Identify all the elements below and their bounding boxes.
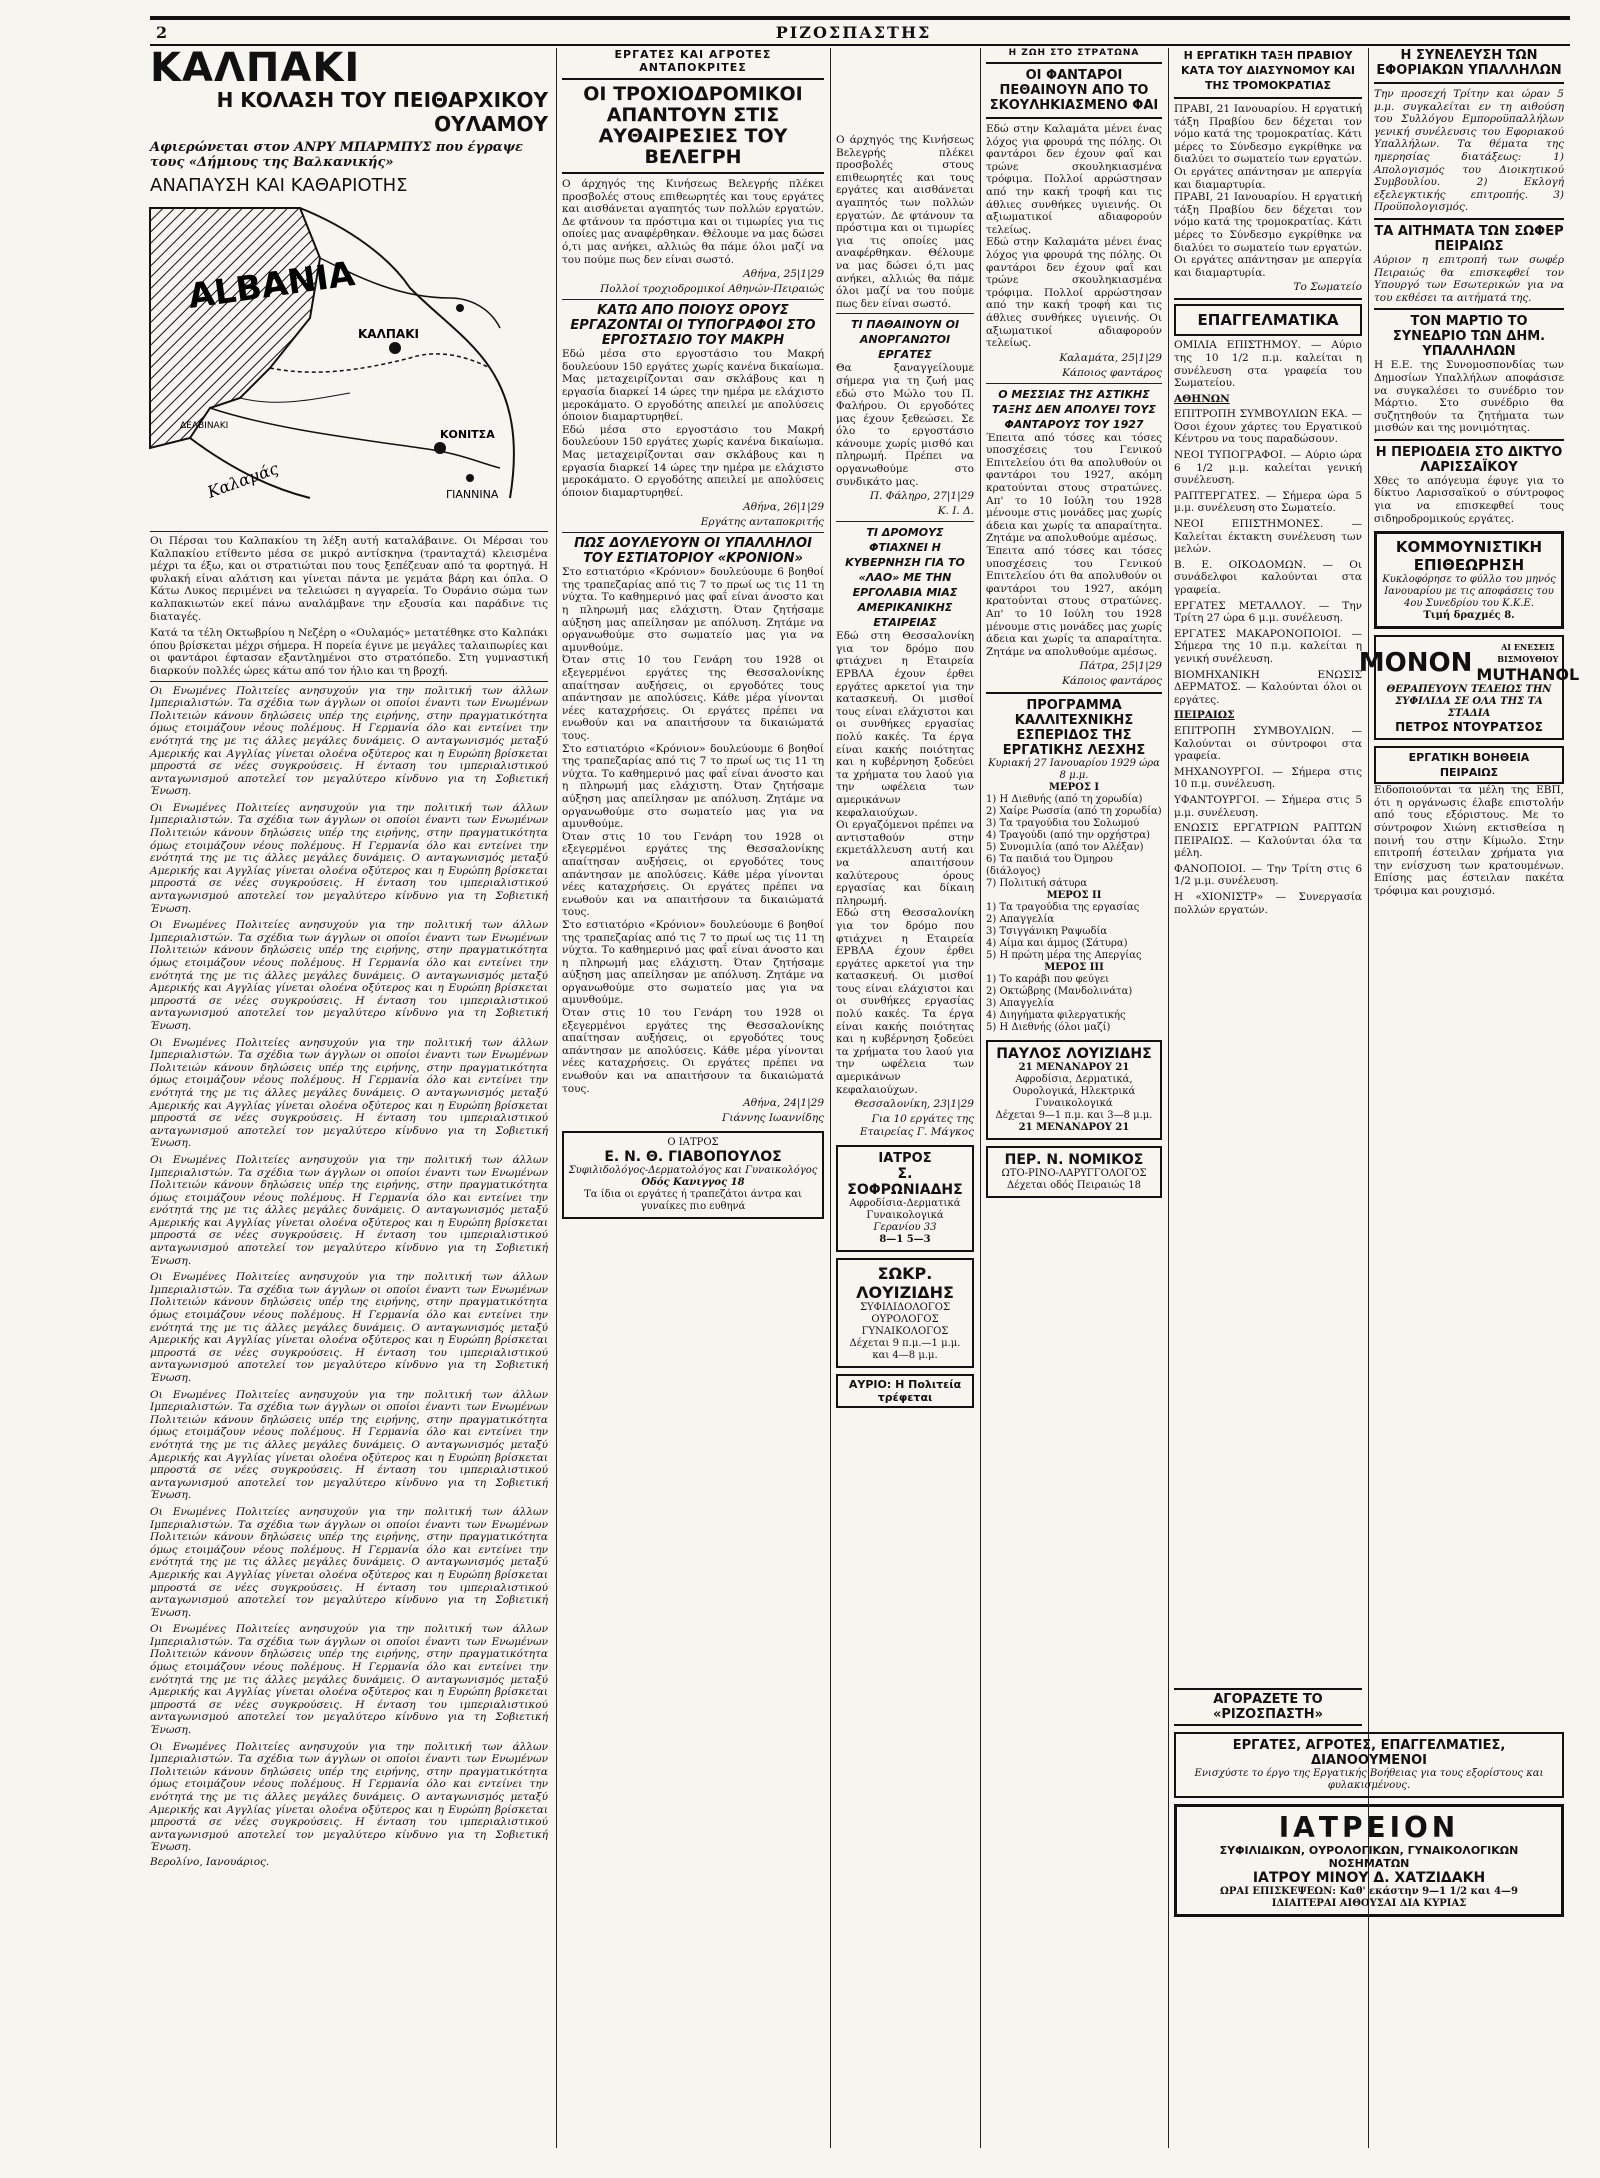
program-item: 4) Διηγήματα φιλεργατικής [986,1010,1126,1022]
column-professional [1174,48,1362,1678]
notice-item: ΥΦΑΝΤΟΥΡΓΟΙ. — Σήμερα στις 5 μ.μ. συνέλευση. [1174,793,1362,819]
article-subtitle: Η ΚΟΛΑΣΗ ΤΟΥ ΠΕΙΘΑΡΧΙΚΟΥ ΟΥΛΑΜΟΥ [216,88,548,136]
program-item: ΜΕΡΟΣ Ι [1048,782,1100,794]
notice-item: ΝΕΟΙ ΕΠΙΣΤΗΜΟΝΕΣ. — Καλείται έκτακτη συνέλευση των μελών. [1174,518,1362,556]
section-heading: ΕΠΑΓΓΕΛΜΑΤΙΚΑ [1174,304,1362,336]
article-paragraph: Οι Ενωμένες Πολιτείες ανησυχούν για την πολιτική των άλλων Ιμπεριαλιστών. Τα σχέδια των άγγλων οι οποίοι έναντι των Ενωμένων Πολιτειών κάνουν δηλώσεις υπέρ της ειρήνης, στην πραγματικότητα όμως ετοιμάζουν νέους πολέμους. Η Γερμανία όλο και εντείνει την ενότητά της με τις άλλες μεγάλες δυνάμεις. Ο ανταγωνισμός μεταξύ Αμερικής και Αγγλίας γίνεται ολοένα οξύτερος και η Ευρώπη βρίσκεται μπροστά σε νέες συγκρούσεις. Η ένταση του ιμπεριαλιστικού ανταγωνισμού αποτελεί τον μεγαλύτερο κίνδυνο για τη Σοβιετική Ένωση. [150,1271,548,1384]
notice-item: ΕΠΙΤΡΟΠΗ ΣΥΜΒΟΥΛΙΩΝ. — Καλούνται οι σύντροφοι στα γραφεία. [1174,724,1362,763]
map-label-place2: ΚΟΝΙΤΣΑ [440,428,495,441]
article-paragraph: Οι Ενωμένες Πολιτείες ανησυχούν για την πολιτική των άλλων Ιμπεριαλιστών. Τα σχέδια των άγγλων οι οποίοι έναντι των Ενωμένων Πολιτειών κάνουν δηλώσεις υπέρ της ειρήνης, στην πραγματικότητα όμως ετοιμάζουν νέους πολέμους. Η Γερμανία όλο και εντείνει την ενότητά της με τις άλλες μεγάλες δυνάμεις. Ο ανταγωνισμός μεταξύ Αμερικής και Αγγλίας γίνεται ολοένα οξύτερος και η Ευρώπη βρίσκεται μπροστά σε νέες συγκρούσεις. Η ένταση του ιμπεριαλιστικού ανταγωνισμού αποτελεί τον μεγαλύτερο κίνδυνο για τη Σοβιετική Ένωση. [150,1036,548,1150]
program-item: 4) Τραγούδι (από την ορχήστρα) [986,830,1150,842]
article-paragraph: ΠΡΑΒΙ, 21 Ιανουαρίου. Η εργατική τάξη Πραβίου δεν δέχεται τον νόμο κατά της τρομοκρατίας. Κάτι μέρες το Σύνδεσμο εγκρίθηκε να διαλύει το σωματείο των εργατών. Οι εργάτες απάντησαν με απεργία και διαμαρτυρία. [1174,103,1362,191]
notice-item: ΝΕΟΙ ΤΥΠΟΓΡΑΦΟΙ. — Αύριο ώρα 6 1/2 μ.μ. καλείται γενική συνέλευση. [1174,449,1362,487]
ad-brand: MUTHANOL [1476,665,1580,685]
program-item: 7) Πολιτική σάτυρα [986,878,1088,890]
article-paragraph: Οι Ενωμένες Πολιτείες ανησυχούν για την πολιτική των άλλων Ιμπεριαλιστών. Τα σχέδια των άγγλων οι οποίοι έναντι των Ενωμένων Πολιτειών κάνουν δηλώσεις υπέρ της ειρήνης, στην πραγματικότητα όμως ετοιμάζουν νέους πολέμους. Η Γερμανία όλο και εντείνει την ενότητά της με τις άλλες μεγάλες δυνάμεις. Ο ανταγωνισμός μεταξύ Αμερικής και Αγγλίας γίνεται ολοένα οξύτερος και η Ευρώπη βρίσκεται μπροστά σε νέες συγκρούσεις. Η ένταση του ιμπεριαλιστικού ανταγωνισμού αποτελεί τον μεγαλύτερο κίνδυνο για τη Σοβιετική Ένωση. [150,919,548,1032]
article-signature: Πολλοί τροχιοδρομικοί Αθηνών-Πειραιώς [600,283,824,296]
ad-name: ΣΩΚΡ. ΛΟΥΙΖΙΔΗΣ [856,1264,954,1303]
program-item: 5) Η πρώτη μέρα της Απεργίας [986,950,1142,962]
article-paragraph: Ειδοποιούνται τα μέλη της ΕΒΠ, ότι η οργάνωσις έλαβε επιστολήν από τους εξόριστους. Με το σύντροφον Χιώνη εκτισθείσα η ποινή του στην Κίμωλο. Στην επιτροπή έστειλαν χρήματα για την ενίσχυση των κρατουμένων. Επίσης μας έστειλαν πακέτα τρόφιμα και ρουχισμό. [1374,784,1564,897]
article-signature: Αθήνα, 24|1|29 [743,1097,824,1110]
ad-hours: ΩΡΑΙ ΕΠΙΣΚΕΨΕΩΝ: Καθ' εκάστην 9—1 1/2 και 4—9 [1220,1886,1518,1897]
ad-label: ΙΑΤΡΟΣ [878,1151,932,1167]
article-paragraph: Έπειτα από τόσες και τόσες υποσχέσεις του Γενικού Επιτελείου ότι θα απολυθούν οι φαντάροι του 1927, ακόμη κρατούνται στους στρατώνες. Απ' το 10 Ιούλη του 1928 μένουμε στις μονάδες μας χωρίς άδεια και χωρίς τα απαραίτητα. Ζητάμε να απολυθούμε αμέσως. [986,545,1162,658]
article-signature: Αθήνα, 25|1|29 [743,268,824,281]
notice-item: ΕΝΩΣΙΣ ΕΡΓΑΤΡΙΩΝ ΡΑΠΤΩΝ ΠΕΙΡΑΙΩΣ. — Καλούνται όλα τα μέλη. [1174,822,1362,860]
article-paragraph: Την προσεχή Τρίτην και ώραν 5 μ.μ. συγκαλείται εν τη αιθούση του Συλλόγου Εμποροϋπαλλήλων γενική συνέλευσις του Εφοριακού Υπαλλήλων. Τα θέματα της ημερησίας διατάξεως: 1) Απολογισμός του Διοικητικού Συμβουλίου. 2) Εκλογή εξελεγκτικής επιτροπής. 3) Προϋπολογισμός. [1374,88,1564,214]
ad-address: Δέχεται οδός Πειραιώς 18 [1007,1180,1141,1192]
subheading: Ο ΜΕΣΣΙΑΣ ΤΗΣ ΑΣΤΙΚΗΣ ΤΑΞΗΣ ΔΕΝ ΑΠΟΛΥΕΙ ΤΟΥΣ ΦΑΝΤΑΡΟΥΣ ΤΟΥ 1927 [992,387,1156,431]
program-item: 2) Οκτώβρης (Μανδολινάτα) [986,986,1133,998]
ad-hours: Δέχεται 9 π.μ.—1 μ.μ. και 4—8 μ.μ. [849,1338,961,1362]
article-signature: Γιάννης Ιωαννίδης [722,1112,824,1125]
article-signature: Κάποιος φαντάρος [1062,675,1162,688]
program-item: 1) Τα τραγούδια της εργασίας [986,902,1140,914]
article-paragraph: Εδώ μέσα στο εργοστάσιο του Μακρή δουλεύουν 150 εργάτες χωρίς κανένα δικαίωμα. Μας μεταχειρίζονται σαν σκλάβους και η εργασία διαρκεί 14 ώρες την ημέρα με ελάχιστο μεροκάματο. Ο εργοδότης απειλεί με απολύσεις όποιον διαμαρτυρηθεί. [562,348,824,424]
notice-item: Β. Ε. ΟΙΚΟΔΟΜΩΝ. — Οι συνάδελφοι καλούνται στα γραφεία. [1174,558,1362,596]
column-correspondents [562,48,824,2150]
page-number: 2 [156,22,168,42]
article-paragraph: Εδώ στη Θεσσαλονίκη για τον δρόμο που φτιάχνει η Εταιρεία ΕΡΒΛΑ έχουν έρθει εργάτες αρκετοί για την κατασκευή. Οι μισθοί τους είναι ελάχιστοι και οι συνθήκες εργασίας πολύ κακές. Τα έργα είναι κακής ποιότητας και η κυβέρνηση ξοδεύει τα χρήματα του λαού για την ωφέλεια των αμερικάνων κεφαλαιούχων. [836,630,974,819]
notice-item: ΒΙΟΜΗΧΑΝΙΚΗ ΕΝΩΣΙΣ ΔΕΡΜΑΤΟΣ. — Καλούνται όλοι οι εργάτες. [1174,668,1362,706]
subheading: ΤΙ ΔΡΟΜΟΥΣ ΦΤΙΑΧΝΕΙ Η ΚΥΒΕΡΝΗΣΗ ΓΙΑ ΤΟ «ΛΑΟ» ΜΕ ΤΗΝ ΕΡΓΟΛΑΒΙΑ ΜΙΑΣ ΑΜΕΡΙΚΑΝΙΚΗΣ ΕΤΑΙΡΕΙΑΣ [845,526,965,630]
ad-address: 21 ΜΕΝΑΝΔΡΟΥ 21 [1018,1062,1130,1074]
column-soldiers [986,48,1162,2150]
program-item: 1) Η Διεθνής (από τη χορωδία) [986,794,1143,806]
article-paragraph: Οι Ενωμένες Πολιτείες ανησυχούν για την πολιτική των άλλων Ιμπεριαλιστών. Τα σχέδια των άγγλων οι οποίοι έναντι των Ενωμένων Πολιτειών κάνουν δηλώσεις υπέρ της ειρήνης, στην πραγματικότητα όμως ετοιμάζουν νέους πολέμους. Η Γερμανία όλο και εντείνει την ενότητά της με τις άλλες μεγάλες δυνάμεις. Ο ανταγωνισμός μεταξύ Αμερικής και Αγγλίας γίνεται ολοένα οξύτερος και η Ευρώπη βρίσκεται μπροστά σε νέες συγκρούσεις. Η ένταση του ιμπεριαλιστικού ανταγωνισμού αποτελεί τον μεγαλύτερο κίνδυνο για τη Σοβιετική Ένωση. [150,1153,548,1267]
notice-item: ΕΠΙΤΡΟΠΗ ΣΥΜΒΟΥΛΙΩΝ ΕΚΑ. — Όσοι έχουν χάρτες του Εργατικού Κέντρου να τους παραδώσουν. [1174,408,1362,446]
column-rule [556,48,557,2148]
article-paragraph: Οι εργαζόμενοι πρέπει να αντισταθούν στην εκμετάλλευση αυτή και να απαιτήσουν καλύτερους όρους εργασίας και δίκαιη πληρωμή. [836,819,974,907]
ad-muthanol [1358,635,1580,740]
notice-item: ΠΕΙΡΑΙΩΣ [1174,709,1235,722]
program-item: 2) Χαίρε Ρωσσία (από τη χορωδία) [986,806,1162,818]
article-paragraph: Ο άρχηγός της Κινήσεως Βελεγρής πλέκει προσβολές στους επιθεωρητές και τους εργάτες και αισθάνεται αγαπητός των πολλών εργατών. Δε φτάνουν τα πρόστιμα και οι τιμωρίες για τις οποίες μας αναφέρθηκαν. Θέλουμε να μας δώσει ό,τι μας ανήκει, αλλιώς θα πάμε όλοι μαζί να του πούμε πως δεν είναι σωστό. [562,178,824,266]
program-item: ΜΕΡΟΣ ΙΙΙ [1044,962,1104,974]
ad-name: Σ. ΣΟΦΡΩΝΙΑΔΗΣ [847,1166,963,1199]
ad-specialty: ΩΤΟ-ΡΙΝΟ-ΛΑΡΥΓΓΟΛΟΓΟΣ [1001,1168,1147,1180]
section-kicker: Η ΖΩΗ ΣΤΟ ΣΤΡΑΤΩΝΑ [1008,48,1140,58]
article-paragraph: Ο άρχηγός της Κινήσεως Βελεγρής πλέκει προσβολές στους επιθεωρητές και τους εργάτες και αισθάνεται αγαπητός των πολλών εργατών. Δε φτάνουν τα πρόστιμα και οι τιμωρίες για τις οποίες μας αναφέρθηκαν. Θέλουμε να μας δώσει ό,τι μας ανήκει, αλλιώς θα πάμε όλοι μαζί να του πούμε πως δεν είναι σωστό. [836,134,974,310]
program-item: ΜΕΡΟΣ ΙΙ [1046,890,1102,902]
notice-item: ΦΑΝΟΠΟΙΟΙ. — Την Τρίτη στις 6 1/2 μ.μ. συνέλευση. [1174,862,1362,888]
ad-doctor-louizidis [836,1258,974,1368]
article-paragraph: Όταν στις 10 του Γενάρη του 1928 οι εξεγερμένοι εργάτες της Θεσσαλονίκης απαίτησαν αυξήσεις, οι εργοδότες τους απάντησαν με απολύσεις. Κάθε μέρα γίνονται νέες καταχρήσεις. Οι εργάτες πρέπει να ενωθούν και να απαιτήσουν τα δικαιώματά τους. [562,654,824,742]
notice-item: ΡΑΠΤΕΡΓΑΤΕΣ. — Σήμερα ώρα 5 μ.μ. συνέλευση στο Σωματείο. [1174,489,1362,515]
notice-item: ΜΗΧΑΝΟΥΡΓΟΙ. — Σήμερα στις 10 π.μ. συνέλευση. [1174,765,1362,791]
notice-item: ΕΡΓΑΤΕΣ ΜΑΚΑΡΟΝΟΠΟΙΟΙ. — Σήμερα της 10 π.μ. καλείται η γενική συνέλευση. [1174,627,1362,665]
article-paragraph: Οι Ενωμένες Πολιτείες ανησυχούν για την πολιτική των άλλων Ιμπεριαλιστών. Τα σχέδια των άγγλων οι οποίοι έναντι των Ενωμένων Πολιτειών κάνουν δηλώσεις υπέρ της ειρήνης, στην πραγματικότητα όμως ετοιμάζουν νέους πολέμους. Η Γερμανία όλο και εντείνει την ενότητά της με τις άλλες μεγάλες δυνάμεις. Ο ανταγωνισμός μεταξύ Αμερικής και Αγγλίας γίνεται ολοένα οξύτερος και η Ευρώπη βρίσκεται μπροστά σε νέες συγκρούσεις. Η ένταση του ιμπεριαλιστικού ανταγωνισμού αποτελεί τον μεγαλύτερο κίνδυνο για τη Σοβιετική Ένωση. [150,1388,548,1502]
article-paragraph: Οι Ενωμένες Πολιτείες ανησυχούν για την πολιτική των άλλων Ιμπεριαλιστών. Τα σχέδια των άγγλων οι οποίοι έναντι των Ενωμένων Πολιτειών κάνουν δηλώσεις υπέρ της ειρήνης, στην πραγματικότητα όμως ετοιμάζουν νέους πολέμους. Η Γερμανία όλο και εντείνει την ενότητά της με τις άλλες μεγάλες δυνάμεις. Ο ανταγωνισμός μεταξύ Αμερικής και Αγγλίας γίνεται ολοένα οξύτερος και η Ευρώπη βρίσκεται μπροστά σε νέες συγκρούσεις. Η ένταση του ιμπεριαλιστικού ανταγωνισμού αποτελεί τον μεγαλύτερο κίνδυνο για τη Σοβιετική Ένωση. [150,801,548,915]
ad-hours: Δέχεται 9—1 π.μ. και 3—8 μ.μ. [995,1110,1153,1122]
headline: ΕΡΓΑΤΙΚΗ ΒΟΗΘΕΙΑ ΠΕΙΡΑΙΩΣ [1374,746,1564,784]
headline: Η ΣΥΝΕΛΕΥΣΗ ΤΩΝ ΕΦΟΡΙΑΚΩΝ ΥΠΑΛΛΗΛΩΝ [1376,48,1562,78]
article-signature: Εργάτης ανταποκριτής [700,516,824,529]
ad-specialty: Αφροδίσια, Δερματικά, Ουρολογικά, Ηλεκτρικά Γυναικολογικά [1012,1074,1136,1110]
article-signature: Κάποιος φαντάρος [1062,366,1162,379]
notice-item: Η «ΧΙΟΝΙΣΤΡ» — Συνεργασία πολλών εργατών. [1174,891,1362,916]
article-signature: Αθήνα, 26|1|29 [743,501,824,514]
ad-specialty: Συφιλιδολόγος-Δερματολόγος και Γυναικολόγος [568,1165,818,1177]
ad-price: Τιμή δραχμές 8. [1423,610,1515,622]
program-item: 5) Η Διεθνής (όλοι μαζί) [986,1022,1111,1034]
ad-agent: ΠΕΤΡΟΣ ΝΤΟΥΡΑΤΣΟΣ [1395,720,1543,735]
article-signature: Κ. Ι. Δ. [937,505,974,518]
ad-body: Κυκλοφόρησε το φύλλο του μηνός Ιανουαρίου με τις αποφάσεις του 4ου Συνεδρίου του Κ.Κ.Ε. [1382,574,1556,610]
headline: Η ΕΡΓΑΤΙΚΗ ΤΑΞΗ ΠΡΑΒΙΟΥ ΚΑΤΑ ΤΟΥ ΔΙΑΣΥΝΟΜΟΥ ΚΑΙ ΤΗΣ ΤΡΟΜΟΚΡΑΤΙΑΣ [1181,49,1355,92]
program-item: 4) Αίμα και άμμος (Σάτυρα) [986,938,1128,950]
ad-name: ΠΑΥΛΟΣ ΛΟΥΙΖΙΔΗΣ [996,1046,1152,1063]
article-paragraph: Εδώ στη Θεσσαλονίκη για τον δρόμο που φτιάχνει η Εταιρεία ΕΡΒΛΑ έχουν έρθει εργάτες αρκετοί για την κατασκευή. Οι μισθοί τους είναι ελάχιστοι και οι συνθήκες εργασίας πολύ κακές. Τα έργα είναι κακής ποιότητας και η κυβέρνηση ξοδεύει τα χρήματα του λαού για την ωφέλεια των αμερικάνων κεφαλαιούχων. [836,907,974,1096]
article-paragraph: Έπειτα από τόσες και τόσες υποσχέσεις του Γενικού Επιτελείου ότι θα απολυθούν οι φαντάροι του 1927, ακόμη κρατούνται στους στρατώνες. Απ' το 10 Ιούλη του 1928 μένουμε στις μονάδες μας χωρίς άδεια και χωρίς τα απαραίτητα. Ζητάμε να απολυθούμε αμέσως. [986,431,1162,545]
ad-body: ΘΕΡΑΠΕΥΟΥΝ ΤΕΛΕΙΩΣ ΤΗΝ ΣΥΦΙΛΙΔΑ ΣΕ ΟΛΑ ΤΗΣ ΤΑ ΣΤΑΔΙΑ [1386,684,1552,720]
article-signature: Για 10 εργάτες της Εταιρείας Γ. Μάγκος [859,1113,974,1139]
program-item: 1) Το καράβι που φεύγει [986,974,1110,986]
article-paragraph: Εδώ μέσα στο εργοστάσιο του Μακρή δουλεύουν 150 εργάτες χωρίς κανένα δικαίωμα. Μας μεταχειρίζονται σαν σκλάβους και η εργασία διαρκεί 14 ώρες την ημέρα με ελάχιστο μεροκάματο. Ο εργοδότης απειλεί με απολύσεις όποιον διαμαρτυρηθεί. [562,423,824,499]
ad-specialty: Αφροδίσια-Δερματικά Γυναικολογικά [849,1198,961,1222]
article-paragraph: Οι Ενωμένες Πολιτείες ανησυχούν για την πολιτική των άλλων Ιμπεριαλιστών. Τα σχέδια των άγγλων οι οποίοι έναντι των Ενωμένων Πολιτειών κάνουν δηλώσεις υπέρ της ειρήνης, στην πραγματικότητα όμως ετοιμάζουν νέους πολέμους. Η Γερμανία όλο και εντείνει την ενότητά της με τις άλλες μεγάλες δυνάμεις. Ο ανταγωνισμός μεταξύ Αμερικής και Αγγλίας γίνεται ολοένα οξύτερος και η Ευρώπη βρίσκεται μπροστά σε νέες συγκρούσεις. Η ένταση του ιμπεριαλιστικού ανταγωνισμού αποτελεί τον μεγαλύτερο κίνδυνο για τη Σοβιετική Ένωση. [150,1740,548,1854]
article-signature: Θεσσαλονίκη, 23|1|29 [854,1098,974,1111]
section-kicker: ΕΡΓΑΤΕΣ ΚΑΙ ΑΓΡΟΤΕΣ ΑΝΤΑΠΟΚΡΙΤΕΣ [614,48,772,74]
ad-workers [1174,1732,1564,1798]
program-list [986,782,1162,1034]
column-rule [1168,48,1169,2148]
subheading: ΤΙ ΠΑΘΑΙΝΟΥΝ ΟΙ ΑΝΟΡΓΑΝΩΤΟΙ ΕΡΓΑΤΕΣ [850,318,960,362]
program-item: 5) Συνομιλία (από τον Αλέξαν) [986,842,1144,854]
newspaper-name: ΡΙΖΟΣΠΑΣΤΗΣ [766,23,942,42]
article-paragraph: Εδώ στην Καλαμάτα μένει ένας λόχος για φρουρά της πόλης. Οι φαντάροι δεν έχουν φαΐ και τρώνε σκουληκιασμένα τρόφιμα. Πολλοί αρρώστησαν από την κακή τροφή και τις άθλιες συνθήκες υγιεινής. Οι αξιωματικοί αδιαφορούν τελείως. [986,123,1162,236]
article-signature: Πάτρα, 25|1|29 [1079,660,1162,673]
ad-subtitle: ΑΙ ΕΝΕΣΕΙΣ ΒΙΣΜΟΥΘΙΟΥ [1497,642,1559,665]
column-unions [1358,48,1580,1678]
headline: ΤΑ ΑΙΤΗΜΑΤΑ ΤΩΝ ΣΩΦΕΡ ΠΕΙΡΑΙΩΣ [1374,223,1564,254]
article-paragraph: Η Ε.Ε. της Συνομοσπονδίας των Δημοσίων Υπαλλήλων αποφάσισε να συγκαλέσει το συνέδριο τον Μάρτιο. Στο συνέδριο θα συζητηθούν τα ζητήματα των μισθών και της μονιμότητας. [1374,359,1564,435]
headline: ΟΙ ΤΡΟΧΙΟΔΡΟΜΙΚΟΙ ΑΠΑΝΤΟΥΝ ΣΤΙΣ ΑΥΘΑΙΡΕΣΙΕΣ ΤΟΥ ΒΕΛΕΓΡΗ [583,83,803,168]
program-title: ΠΡΟΓΡΑΜΜΑ ΚΑΛΛΙΤΕΧΝΙΚΗΣ ΕΣΠΕΡΙΔΟΣ ΤΗΣ ΕΡΓΑΤΙΚΗΣ ΛΕΣΧΗΣ [1002,698,1146,759]
article-paragraph: Στο εστιατόριο «Κρόνιον» δουλεύουμε 6 βοηθοί της τραπεζαρίας από τις 7 το πρωί ως τις 11 τη νύχτα. Το καθημερινό μας φαΐ είναι άνοστο και η πληρωμή μας ελάχιστη. Όταν ζητήσαμε αύξηση μας απείλησαν με απόλυση. Ζητάμε να οργανωθούμε στο σωματείο μας για να αμυνθούμε. [562,742,824,831]
article-signature: Καλαμάτα, 25|1|29 [1059,351,1162,364]
notice-item: ΑΘΗΝΩΝ [1174,392,1230,405]
ad-label: Ο ΙΑΤΡΟΣ [667,1137,719,1149]
article-paragraph: Κατά τα τέλη Οκτωβρίου η Νεζέρη ο «Ουλαμός» μετατέθηκε στο Καλπάκι όπου βρίσκεται μέχρι σήμερα. Η πορεία έγινε με μεγάλες ταλαιπωρίες και οι φαντάροι έφτασαν εξαντλημένοι στο στρατόπεδο. Στη γυμναστική διαρκούν πολλές ώρες κάτω από τον ήλιο και τη βροχή. [150,627,548,677]
article-paragraph: Στο εστιατόριο «Κρόνιον» δουλεύουμε 6 βοηθοί της τραπεζαρίας από τις 7 το πρωί ως τις 11 τη νύχτα. Το καθημερινό μας φαΐ είναι άνοστο και η πληρωμή μας ελάχιστη. Όταν ζητήσαμε αύξηση μας απείλησαν με απόλυση. Ζητάμε να οργανωθούμε στο σωματείο μας για να αμυνθούμε. [562,918,824,1007]
program-date: Κυριακή 27 Ιανουαρίου 1929 ώρα 8 μ.μ. [988,758,1160,782]
article-signature: Βερολίνο, Ιανουάριος. [150,1855,270,1868]
ad-doctor-sofroniadis [836,1145,974,1252]
article-paragraph: Οι Πέρσαι του Καλπακίου τη λέξη αυτή καταλάβαινε. Οι Μέρσαι του Καλπακίου ετίθεντο μέσα σε μικρό αντίσκηνα (τρανταχτά) κλεισμένα μέχρι τα έξω, και οι στρατιώται που τους ξεπέζευαν από τα φορτηγά. Η φυλακή είναι αλάτιση και γίνεται πάντα με γεμάτα βάρη και όπλα. Ο Κάτω Λυκος περιμένει να τελειώσει η αγγαρεία. Το Ουράνιο σώμα των καλπακιωτών εκεί πάνω αναλάμβανε την εξουσία και παράδινε τις διαταγές. [150,535,548,623]
article-paragraph: Στο εστιατόριο «Κρόνιον» δουλεύουμε 6 βοηθοί της τραπεζαρίας από τις 7 το πρωί ως τις 11 τη νύχτα. Το καθημερινό μας φαΐ είναι άνοστο και η πληρωμή μας ελάχιστη. Όταν ζητήσαμε αύξηση μας απείλησαν με απόλυση. Ζητάμε να οργανωθούμε στο σωματείο μας για να αμυνθούμε. [562,566,824,654]
column-rule [830,48,831,2148]
ad-hours: 8—1 5—3 [879,1234,931,1246]
ad-body: Ενισχύστε το έργο της Εργατικής Βοήθειας για τους εξορίστους και φυλακισμένους. [1194,1768,1544,1791]
article-paragraph: Οι Ενωμένες Πολιτείες ανησυχούν για την πολιτική των άλλων Ιμπεριαλιστών. Τα σχέδια των άγγλων οι οποίοι έναντι των Ενωμένων Πολιτειών κάνουν δηλώσεις υπέρ της ειρήνης, στην πραγματικότητα όμως ετοιμάζουν νέους πολέμους. Η Γερμανία όλο και εντείνει την ενότητά της με τις άλλες μεγάλες δυνάμεις. Ο ανταγωνισμός μεταξύ Αμερικής και Αγγλίας γίνεται ολοένα οξύτερος και η Ευρώπη βρίσκεται μπροστά σε νέες συγκρούσεις. Η ένταση του ιμπεριαλιστικού ανταγωνισμού αποτελεί τον μεγαλύτερο κίνδυνο για τη Σοβιετική Ένωση. [150,1623,548,1737]
map-label-place4: Καλαμάς [204,458,281,502]
article-dedication: Αφιερώνεται στον ΑΝΡΥ ΜΠΑΡΜΠΥΣ που έγραψε τους «Δήμιους της Βαλκανικής» [150,140,523,170]
masthead [150,16,1570,46]
headline: ΟΙ ΦΑΝΤΑΡΟΙ ΠΕΘΑΙΝΟΥΝ ΑΠΟ ΤΟ ΣΚΟΥΛΗΚΙΑΣΜΕΝΟ ΦΑΙ [989,68,1159,113]
article-signature: Το Σωματείο [1293,281,1362,294]
program-item: 6) Τα παιδιά του Όμηρου (διάλογος) [986,854,1113,878]
ad-name: Ε. Ν. Θ. ΓΙΑΒΟΠΟΥΛΟΣ [604,1149,782,1166]
ad-buy-paper: ΑΓΟΡΑΖΕΤΕ ΤΟ «ΡΙΖΟΣΠΑΣΤΗ» [1174,1688,1362,1726]
headline: ΤΟΝ ΜΑΡΤΙΟ ΤΟ ΣΥΝΕΔΡΙΟ ΤΩΝ ΔΗΜ. ΥΠΑΛΛΗΛΩΝ [1392,314,1546,360]
article-paragraph: Οι Ενωμένες Πολιτείες ανησυχούν για την πολιτική των άλλων Ιμπεριαλιστών. Τα σχέδια των άγγλων οι οποίοι έναντι των Ενωμένων Πολιτειών κάνουν δηλώσεις υπέρ της ειρήνης, στην πραγματικότητα όμως ετοιμάζουν νέους πολέμους. Η Γερμανία όλο και εντείνει την ενότητά της με τις άλλες μεγάλες δυνάμεις. Ο ανταγωνισμός μεταξύ Αμερικής και Αγγλίας γίνεται ολοένα οξύτερος και η Ευρώπη βρίσκεται μπροστά σε νέες συγκρούσεις. Η ένταση του ιμπεριαλιστικού ανταγωνισμού αποτελεί τον μεγαλύτερο κίνδυνο για τη Σοβιετική Ένωση. [150,1505,548,1619]
article-paragraph: Όταν στις 10 του Γενάρη του 1928 οι εξεγερμένοι εργάτες της Θεσσαλονίκης απαίτησαν αυξήσεις, οι εργοδότες τους απάντησαν με απολύσεις. Κάθε μέρα γίνονται νέες καταχρήσεις. Οι εργάτες πρέπει να ενωθούν και να απαιτήσουν τα δικαιώματά τους. [562,1007,824,1095]
article-paragraph: Όταν στις 10 του Γενάρη του 1928 οι εξεγερμένοι εργάτες της Θεσσαλονίκης απαίτησαν αυξήσεις, οι εργοδότες τους απάντησαν με απολύσεις. Κάθε μέρα γίνονται νέες καταχρήσεις. Οι εργάτες πρέπει να ενωθούν και να απαιτήσουν τα δικαιώματά τους. [562,830,824,919]
program-item: 2) Απαγγελία [986,914,1055,926]
map-label-albania: ALBANIA [185,253,358,317]
column-workers [836,48,974,2150]
ad-clinic [1174,1804,1564,1917]
ad-doctor [562,1131,824,1219]
map-label-place3: ΓΙΑΝΝΙΝΑ [446,488,499,501]
ad-note: ΙΔΙΑΙΤΕΡΑΙ ΑΙΘΟΥΣΑΙ ΔΙΑ ΚΥΡΙΑΣ [1271,1898,1467,1909]
ad-address: Οδός Κανιγγος 18 [641,1177,745,1189]
ad-title: ΙΑΤΡΕΙΟΝ [1278,1811,1460,1844]
map-label-place5: ΔΕΛΒΙΝΑΚΙ [180,421,229,431]
article-paragraph: Αύριον η επιτροπή των σωφέρ Πειραιώς θα επισκεφθεί τον Υπουργό των Εσωτερικών για να του εκθέσει τα αιτήματά της. [1374,253,1564,304]
article-paragraph: Οι Ενωμένες Πολιτείες ανησυχούν για την πολιτική των άλλων Ιμπεριαλιστών. Τα σχέδια των άγγλων οι οποίοι έναντι των Ενωμένων Πολιτειών κάνουν δηλώσεις υπέρ της ειρήνης, στην πραγματικότητα όμως ετοιμάζουν νέους πολέμους. Η Γερμανία όλο και εντείνει την ενότητά της με τις άλλες μεγάλες δυνάμεις. Ο ανταγωνισμός μεταξύ Αμερικής και Αγγλίας γίνεται ολοένα οξύτερος και η Ευρώπη βρίσκεται μπροστά σε νέες συγκρούσεις. Η ένταση του ιμπεριαλιστικού ανταγωνισμού αποτελεί τον μεγαλύτερο κίνδυνο για τη Σοβιετική Ένωση. [150,684,548,798]
ad-nomikos [986,1146,1162,1198]
program-item: 3) Απαγγελία [986,998,1055,1010]
ad-doctor-name: ΙΑΤΡΟΥ ΜΙΝΟΥ Δ. ΧΑΤΖΙΔΑΚΗ [1252,1870,1486,1886]
ad-name: ΠΕΡ. Ν. ΝΟΜΙΚΟΣ [1004,1152,1144,1169]
ad-address: Γερανίου 33 [873,1222,937,1234]
ad-title: ΜΟΝΟΝ [1358,647,1473,678]
ad-specialty: ΣΥΦΙΛΙΔΟΛΟΓΟΣ ΟΥΡΟΛΟΓΟΣ ΓΥΝΑΙΚΟΛΟΓΟΣ [859,1302,951,1338]
ad-title: ΕΡΓΑΤΕΣ, ΑΓΡΟΤΕΣ, ΕΠΑΓΓΕΛΜΑΤΙΕΣ, ΔΙΑΝΟΟΥΜΕΝΟΙ [1232,1738,1506,1768]
headline: Η ΠΕΡΙΟΔΕΙΑ ΣΤΟ ΔΙΚΤΥΟ ΛΑΡΙΣΣΑΪΚΟΥ [1375,444,1563,475]
ad-title: ΚΟΜΜΟΥΝΙΣΤΙΚΗ ΕΠΙΘΕΩΡΗΣΗ [1395,538,1543,575]
ad-note: ΑΥΡΙΟ: Η Πολιτεία τρέφεται [836,1374,974,1408]
professional-notices [1174,339,1362,916]
map-figure [150,198,548,528]
map-label-kalpaki: ΚΑΛΠΑΚΙ [358,327,419,341]
notice-item: ΕΡΓΑΤΕΣ ΜΕΤΑΛΛΟΥ. — Την Τρίτη 27 ώρα 6 μ.μ. συνέλευση. [1174,599,1362,625]
article-title: ΚΑΛΠΑΚΙ [150,45,361,91]
subheading: ΚΑΤΩ ΑΠΟ ΠΟΙΟΥΣ ΟΡΟΥΣ ΕΡΓΑΖΟΝΤΑΙ ΟΙ ΤΥΠΟΓΡΑΦΟΙ ΣΤΟ ΕΡΓΟΣΤΑΣΙΟ ΤΟΥ ΜΑΚΡΗ [570,303,816,349]
section-heading: ΑΝΑΠΑΥΣΗ ΚΑΙ ΚΑΘΑΡΙΟΤΗΣ [150,175,408,196]
subheading: ΠΩΣ ΔΟΥΛΕΥΟΥΝ ΟΙ ΥΠΑΛΛΗΛΟΙ ΤΟΥ ΕΣΤΙΑΤΟΡΙΟΥ «ΚΡΟΝΙΟΝ» [574,536,812,567]
program-item: 3) Τα τραγούδια του Σολωμού [986,818,1140,830]
bottom-ads [1174,1688,1564,1923]
ad-note: Τα ίδια οι εργάτες ή τραπεζάτοι άντρα και γυναίκες πιο ευθηνά [584,1189,802,1213]
article-paragraph: Χθες το απόγευμα έφυγε για το δίκτυο Λαρισσαϊκού ο σύντροφος για να επισκεφθεί τους σιδηροδρομικούς εργάτες. [1374,474,1564,525]
notice-item: ΟΜΙΛΙΑ ΕΠΙΣΤΗΜΟΥ. — Αύριο της 10 1/2 π.μ. καλείται η συνέλευση στα γραφεία του Σωματείου. [1174,339,1362,390]
ad-address: 21 ΜΕΝΑΝΔΡΟΥ 21 [1018,1122,1130,1134]
article-paragraph: ΠΡΑΒΙ, 21 Ιανουαρίου. Η εργατική τάξη Πραβίου δεν δέχεται τον νόμο κατά της τρομοκρατίας. Κάτι μέρες το Σύνδεσμο εγκρίθηκε να διαλύει το σωματείο των εργατών. Οι εργάτες απάντησαν με απεργία και διαμαρτυρία. [1174,191,1362,279]
ad-communist-review [1374,531,1564,629]
article-signature: Π. Φάληρο, 27|1|29 [869,490,974,503]
column-rule [980,48,981,2148]
ad-pavlos-louizidis [986,1040,1162,1140]
program-item: 3) Τσιγγάνικη Ραψωδία [986,926,1108,938]
article-paragraph: Θα ξαναγγείλουμε σήμερα για τη ζωή μας εδώ στο Μώλο του Π. Φαλήρου. Οι εργοδότες μας έχουν ξεθεώσει. Σε όλο το εργοστάσιο κάνουμε χωρίς μισθό και πληρωμή. Πρέπει να οργανωθούμε στο συνδικάτο μας. [836,362,974,488]
article-paragraph: Εδώ στην Καλαμάτα μένει ένας λόχος για φρουρά της πόλης. Οι φαντάροι δεν έχουν φαΐ και τρώνε σκουληκιασμένα τρόφιμα. Πολλοί αρρώστησαν από την κακή τροφή και τις άθλιες συνθήκες υγιεινής. Οι αξιωματικοί αδιαφορούν τελείως. [986,236,1162,350]
ad-subtitle: ΣΥΦΙΛΙΔΙΚΩΝ, ΟΥΡΟΛΟΓΙΚΩΝ, ΓΥΝΑΙΚΟΛΟΓΙΚΩΝ ΝΟΣΗΜΑΤΩΝ [1219,1844,1519,1870]
column-kalpaki [150,45,548,2150]
